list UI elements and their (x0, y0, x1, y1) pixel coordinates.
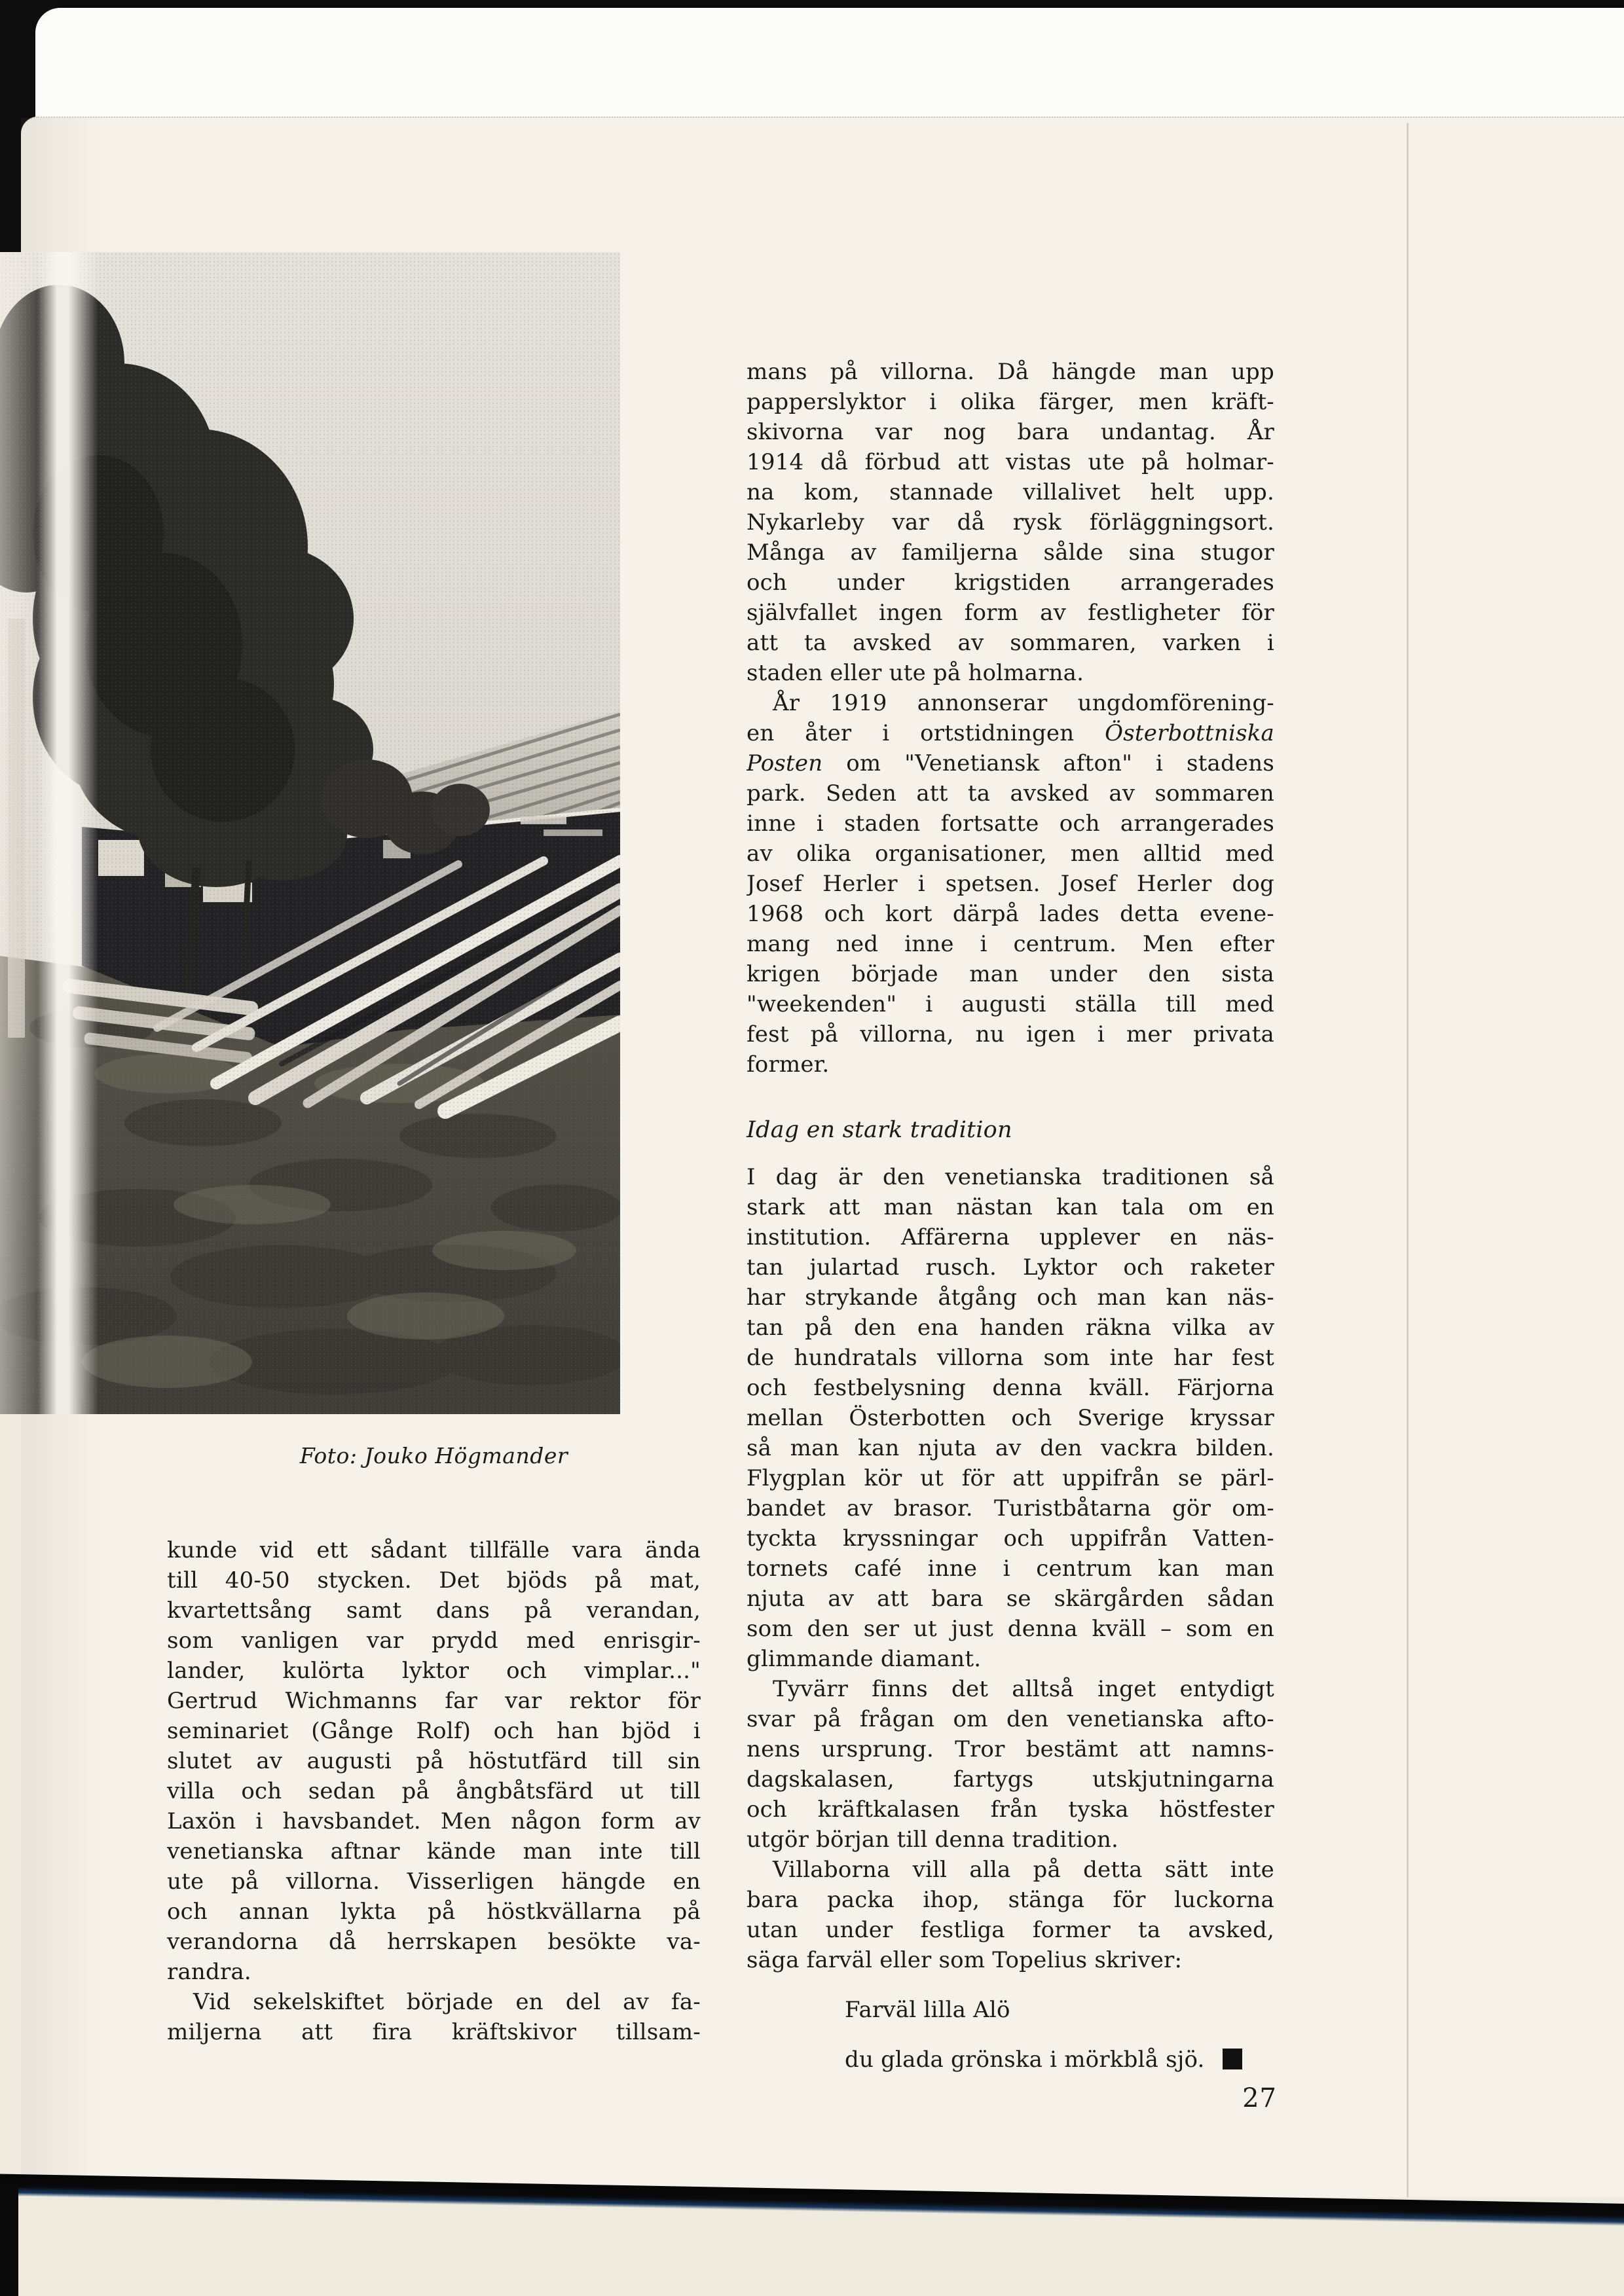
text-line: att ta avsked av sommaren, varken i (747, 630, 1274, 656)
end-of-article-marker (1223, 2049, 1242, 2069)
text-line: av olika organisationer, men alltid med (747, 841, 1274, 867)
text-line: fest på villorna, nu igen i mer privata (747, 1021, 1274, 1048)
left-text-column (167, 1535, 701, 2047)
text-line: Posten om "Venetiansk afton" i stadens (747, 750, 1274, 776)
text-line: staden eller ute på holmarna. (747, 660, 1084, 686)
text-line: papperslyktor i olika färger, men kräft- (747, 389, 1274, 415)
text-line: svar på frågan om den venetianska afto- (747, 1706, 1274, 1732)
text-line: verandorna då herrskapen besökte va- (167, 1929, 701, 1955)
text-line: nens ursprung. Tror bestämt att namns- (747, 1736, 1274, 1762)
text-line: Farväl lilla Alö (845, 1997, 1010, 2023)
scan-bottom-black-edge (0, 2185, 18, 2296)
text-line: har strykande åtgång och man kan näs- (747, 1285, 1274, 1311)
text-line: bara packa ihop, stänga för luckorna (747, 1887, 1274, 1913)
text-line: tyckta kryssningar och uppifrån Vatten- (747, 1525, 1274, 1552)
text-line: inne i staden fortsatte och arrangerades (747, 811, 1274, 837)
text-line: och kräftkalasen från tyska höstfester (747, 1796, 1274, 1823)
text-line: seminariet (Gånge Rolf) och han bjöd i (167, 1718, 701, 1744)
text-line: Tyvärr finns det alltså inget entydigt (773, 1676, 1274, 1702)
page-number: 27 (1242, 2083, 1277, 2113)
text-line: självfallet ingen form av festligheter för (747, 600, 1274, 626)
text-line: randra. (167, 1959, 251, 1985)
text-line: Gertrud Wichmanns far var rektor för (167, 1688, 701, 1714)
text-line: miljerna att fira kräftskivor tillsam- (167, 2019, 701, 2045)
text-line: institution. Affärerna upplever en näs- (747, 1224, 1274, 1250)
text-line: Josef Herler i spetsen. Josef Herler dog (747, 871, 1274, 897)
photo-halftone-overlay (0, 252, 620, 1414)
text-line: så man kan njuta av den vackra bilden. (747, 1435, 1274, 1461)
text-line: park. Seden att ta avsked av sommaren (747, 780, 1274, 807)
text-line: kvartettsång samt dans på verandan, (167, 1597, 701, 1624)
text-line: slutet av augusti på höstutfärd till sin (167, 1748, 701, 1774)
text-line: utan under festliga former ta avsked, (747, 1917, 1274, 1943)
page-right-edge-line (1407, 123, 1409, 2212)
text-line: och festbelysning denna kväll. Färjorna (747, 1375, 1274, 1401)
text-line: I dag är den venetianska traditionen så (747, 1164, 1274, 1190)
text-line: Nykarleby var då rysk förläggningsort. (747, 509, 1274, 536)
photo-art (0, 252, 620, 1414)
text-line: tan julartad rusch. Lyktor och raketer (747, 1254, 1274, 1281)
page-above-edge (35, 8, 1624, 118)
text-line: bandet av brasor. Turistbåtarna gör om- (747, 1495, 1274, 1522)
text-line: dagskalasen, fartygs utskjutningarna (747, 1766, 1274, 1793)
text-line: former. (747, 1051, 830, 1078)
text-line: säga farväl eller som Topelius skriver: (747, 1947, 1183, 1973)
text-line: lander, kulörta lyktor och vimplar..." (167, 1658, 701, 1684)
section-heading: Idag en stark tradition (747, 1117, 1012, 1143)
text-line: njuta av att bara se skärgården sådan (747, 1586, 1274, 1612)
text-line: Villaborna vill alla på detta sätt inte (773, 1857, 1274, 1883)
text-line: till 40-50 stycken. Det bjöds på mat, (167, 1567, 701, 1594)
text-line: och under krigstiden arrangerades (747, 570, 1274, 596)
text-line: Laxön i havsbandet. Men någon form av (167, 1808, 701, 1834)
text-line: och annan lykta på höstkvällarna på (167, 1899, 701, 1925)
text-line: 1968 och kort därpå lades detta evene- (747, 901, 1274, 927)
photo (0, 252, 620, 1414)
text-line: du glada grönska i mörkblå sjö. (747, 2045, 1274, 2075)
text-line: stark att man nästan kan tala om en (747, 1194, 1274, 1220)
text-line: ute på villorna. Visserligen hängde en (167, 1868, 701, 1895)
text-line: År 1919 annonserar ungdomförening- (773, 690, 1274, 716)
text-line: mans på villorna. Då hängde man upp (747, 359, 1274, 385)
text-line: utgör början till denna tradition. (747, 1827, 1119, 1853)
text-line: tornets café inne i centrum kan man (747, 1556, 1274, 1582)
text-line: Vid sekelskiftet började en del av fa- (193, 1989, 701, 2015)
text-line: mellan Österbotten och Sverige kryssar (747, 1405, 1274, 1431)
text-line: de hundratals villorna som inte har fest (747, 1345, 1274, 1371)
photo-caption: Foto: Jouko Högmander (299, 1443, 568, 1468)
text-line: kunde vid ett sådant tillfälle vara ända (167, 1537, 701, 1563)
text-line: glimmande diamant. (747, 1646, 982, 1672)
text-line: skivorna var nog bara undantag. År (747, 419, 1274, 445)
text-line: na kom, stannade villalivet helt upp. (747, 479, 1274, 505)
text-line: som den ser ut just denna kväll – som en (747, 1616, 1274, 1642)
text-line: Flygplan kör ut för att uppifrån se pärl- (747, 1465, 1274, 1491)
text-line: 1914 då förbud att vistas ute på holmar- (747, 449, 1274, 475)
right-text-column (747, 357, 1274, 2075)
text-line: venetianska aftnar kände man inte till (167, 1838, 701, 1865)
text-line: en åter i ortstidningen Österbottniska (747, 720, 1274, 746)
text-line: krigen började man under den sista (747, 961, 1274, 987)
text-line: tan på den ena handen räkna vilka av (747, 1315, 1274, 1341)
text-line: "weekenden" i augusti ställa till med (747, 991, 1274, 1017)
text-line: villa och sedan på ångbåtsfärd ut till (167, 1778, 701, 1804)
text-line: mang ned inne i centrum. Men efter (747, 931, 1274, 957)
text-line: som vanligen var prydd med enrisgir- (167, 1628, 701, 1654)
text-line: Många av familjerna sålde sina stugor (747, 539, 1274, 566)
